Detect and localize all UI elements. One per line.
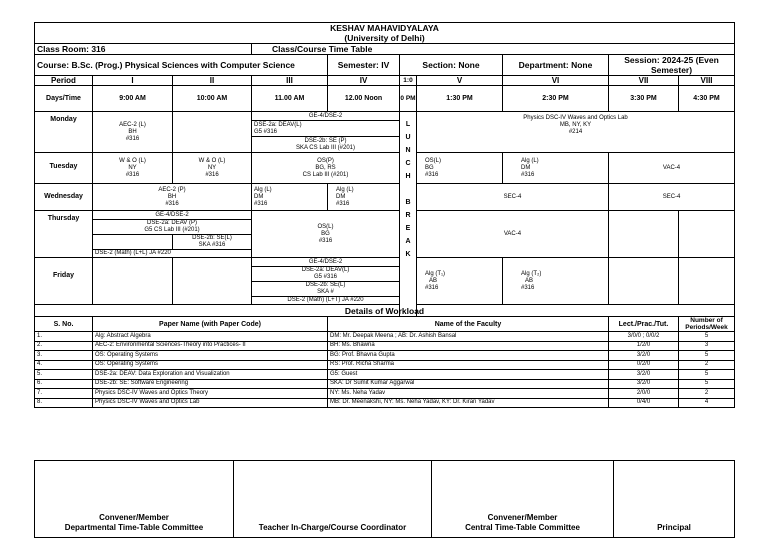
wl-faculty: BG: Prof. Bhavna Gupta: [328, 351, 609, 361]
wl-ltp: 0/2/0: [609, 360, 679, 370]
period-label: Period: [35, 76, 93, 86]
wl-periods: 2: [679, 360, 735, 370]
thu-deav: DSE-2a: DEAV (P) G5 CS Lab III (#201): [93, 220, 252, 235]
wl-ltp: 0/4/0: [609, 398, 679, 408]
sig-teacher-incharge: Teacher In-Charge/Course Coordinator: [234, 461, 432, 538]
fri-p7-empty: [609, 258, 679, 305]
wl-paper: OS: Operating Systems: [93, 360, 328, 370]
workload-row: [35, 379, 735, 389]
period-II: II: [173, 76, 252, 86]
wed-alg-2: Alg (L) DM #316: [328, 184, 400, 211]
wl-faculty: MB: Dr. Meenakshi, NY: Ms. Neha Yadav, KY: Dr. Kiran Yadav: [328, 398, 609, 408]
wl-ltp: 3/2/0: [609, 379, 679, 389]
period-VII: VII: [609, 76, 679, 86]
wl-periods: 3: [679, 341, 735, 351]
workload-row: [35, 360, 735, 370]
wed-alg-1: Alg (L) DM #316: [252, 184, 328, 211]
day-tuesday: Tuesday: [35, 153, 93, 184]
workload-row: [35, 341, 735, 351]
fri-p2-empty: [173, 258, 252, 305]
tue-wo-1: W & O (L) NY #316: [93, 153, 173, 184]
wl-ltp: 3/0/0 ; 0/0/2: [609, 332, 679, 342]
period-I: I: [93, 76, 173, 86]
period-VI: VI: [503, 76, 609, 86]
wl-periods: 2: [679, 389, 735, 399]
fri-math: DSE-2 (Math) (L+T) JA #220: [252, 297, 400, 305]
time-6: 2:30 PM: [503, 86, 609, 112]
time-row: [35, 86, 735, 112]
tue-os-lab: OS(P) BG, RS CS Lab III (#201): [252, 153, 400, 184]
university-name: (University of Delhi): [35, 33, 735, 44]
thu-se: DSE-2b: SE(L) SKA #316: [173, 235, 252, 250]
wl-sno: 6.: [35, 379, 93, 389]
tue-vac4: VAC-4: [609, 153, 735, 184]
college-name: KESHAV MAHAVIDYALAYA: [35, 23, 735, 34]
wl-head-periods: Number of Periods/Week: [679, 317, 735, 332]
table-title: Class/Course Time Table: [252, 44, 735, 55]
semester: Semester: IV: [328, 55, 400, 76]
fri-alg-t2: Alg (T₂) AB #316: [503, 258, 609, 305]
wl-ltp: 1/2/0: [609, 341, 679, 351]
fri-se: DSE-2b: SE(L) SKA #: [252, 282, 400, 297]
fri-ge4: GE-4/DSE-2: [252, 258, 400, 267]
wl-sno: 5.: [35, 370, 93, 380]
time-3: 11.00 AM: [252, 86, 328, 112]
day-friday: Friday: [35, 258, 93, 305]
thu-os: OS(L) BG #316: [252, 211, 400, 258]
wl-sno: 2.: [35, 341, 93, 351]
period-VIII: VIII: [679, 76, 735, 86]
thu-p8-empty: [679, 211, 735, 258]
time-8: 4:30 PM: [679, 86, 735, 112]
day-thursday: Thursday: [35, 211, 93, 258]
wl-head-faculty: Name of the Faculty: [328, 317, 609, 332]
wl-ltp: 2/0/0: [609, 389, 679, 399]
sig-principal: Principal: [614, 461, 735, 538]
thu-vac4: VAC-4: [417, 211, 609, 258]
workload-title: Details of Workload: [35, 305, 735, 317]
course: Course: B.Sc. (Prog.) Physical Sciences with Computer Science: [35, 55, 328, 76]
class-room: Class Room: 316: [35, 44, 252, 55]
wl-paper: DSE-2b: SE: Software Engineering: [93, 379, 328, 389]
mon-physics-lab: Physics DSC-IV Waves and Optics Lab MB, NY, KY #214: [417, 112, 735, 153]
time-2: 10:00 AM: [173, 86, 252, 112]
period-V: V: [417, 76, 503, 86]
period-IV: IV: [328, 76, 400, 86]
wl-paper: Alg: Abstract Algebra: [93, 332, 328, 342]
workload-header: [35, 317, 735, 332]
wl-paper: DSE-2a: DEAV: Data Exploration and Visualization: [93, 370, 328, 380]
wl-faculty: DM: Mr. Deepak Meena ; AB: Dr. Ashish Bansal: [328, 332, 609, 342]
period-row: [35, 76, 735, 86]
workload-row: [35, 332, 735, 342]
mon-ge4: GE-4/DSE-2: [252, 112, 400, 121]
session: Session: 2024-25 (Even Semester): [609, 55, 735, 76]
wl-paper: Physics DSC-IV Waves and Optics Lab: [93, 398, 328, 408]
sig-dept-committee: Convener/Member Departmental Time-Table Committee: [35, 461, 234, 538]
wl-paper: AEC-2: Environmental Sciences-Theory into Practices- II: [93, 341, 328, 351]
wl-periods: 5: [679, 332, 735, 342]
wl-paper: Physics DSC-IV Waves and Optics Theory: [93, 389, 328, 399]
wl-sno: 4.: [35, 360, 93, 370]
wl-periods: 5: [679, 370, 735, 380]
lunch-break: L U N C H B R E A K: [400, 112, 417, 317]
wed-sec4-a: SEC-4: [417, 184, 609, 211]
wl-sno: 3.: [35, 351, 93, 361]
workload-row: [35, 370, 735, 380]
wed-sec4-b: SEC-4: [609, 184, 735, 211]
thu-math: DSE-2 (Math) (L+L) JA #220: [93, 250, 252, 258]
thu-p7-empty: [609, 211, 679, 258]
signature-row: [34, 460, 735, 538]
section: Section: None: [400, 55, 503, 76]
day-monday: Monday: [35, 112, 93, 153]
wl-faculty: SKA: Dr Sumit Kumar Aggarwal: [328, 379, 609, 389]
wl-faculty: NY: Ms. Neha Yadav: [328, 389, 609, 399]
wl-head-sno: S. No.: [35, 317, 93, 332]
wl-ltp: 3/2/0: [609, 370, 679, 380]
fri-alg-t1: Alg (T₁) AB #316: [417, 258, 503, 305]
wl-periods: 5: [679, 351, 735, 361]
time-label: Days/Time: [35, 86, 93, 112]
period-break: 1:0: [400, 76, 417, 86]
timetable: [34, 22, 735, 408]
wl-sno: 1.: [35, 332, 93, 342]
workload-row: [35, 389, 735, 399]
wl-faculty: G5: Guest: [328, 370, 609, 380]
wl-paper: OS: Operating Systems: [93, 351, 328, 361]
fri-p1-empty: [93, 258, 173, 305]
mon-deav: DSE-2a: DEAV(L) G5 #316: [252, 121, 328, 137]
time-4: 12.00 Noon: [328, 86, 400, 112]
workload-row: [35, 351, 735, 361]
department: Department: None: [503, 55, 609, 76]
time-5: 1:30 PM: [417, 86, 503, 112]
wl-sno: 8.: [35, 398, 93, 408]
period-III: III: [252, 76, 328, 86]
mon-aec2: AEC-2 (L) BH #316: [93, 112, 173, 153]
wl-faculty: BH: Ms. Bhawna: [328, 341, 609, 351]
wl-sno: 7.: [35, 389, 93, 399]
mon-se: DSE-2b: SE (P) SKA CS Lab III (#201): [252, 137, 400, 153]
sig-central-committee: Convener/Member Central Time-Table Committee: [432, 461, 614, 538]
tue-wo-2: W & O (L) NY #316: [173, 153, 252, 184]
tue-alg: Alg (L) DM #316: [503, 153, 609, 184]
wl-faculty: RS: Prof. Richa Sharma: [328, 360, 609, 370]
time-1: 9:00 AM: [93, 86, 173, 112]
wl-head-paper: Paper Name (with Paper Code): [93, 317, 328, 332]
thu-ge4: GE-4/DSE-2: [93, 211, 252, 220]
time-7: 3:30 PM: [609, 86, 679, 112]
time-break: 0 PM: [400, 86, 417, 112]
thu-se-blank: [93, 235, 173, 250]
wl-periods: 4: [679, 398, 735, 408]
fri-deav: DSE-2a: DEAV(L) G5 #316: [252, 267, 400, 282]
wed-aec2: AEC-2 (P) BH #316: [93, 184, 252, 211]
mon-p2-empty: [173, 112, 252, 153]
wl-periods: 5: [679, 379, 735, 389]
day-wednesday: Wednesday: [35, 184, 93, 211]
fri-p8-empty: [679, 258, 735, 305]
wl-ltp: 3/2/0: [609, 351, 679, 361]
workload-row: [35, 398, 735, 408]
tue-os: OS(L) BG #316: [417, 153, 503, 184]
wl-head-ltp: Lect./Prac./Tut.: [609, 317, 679, 332]
